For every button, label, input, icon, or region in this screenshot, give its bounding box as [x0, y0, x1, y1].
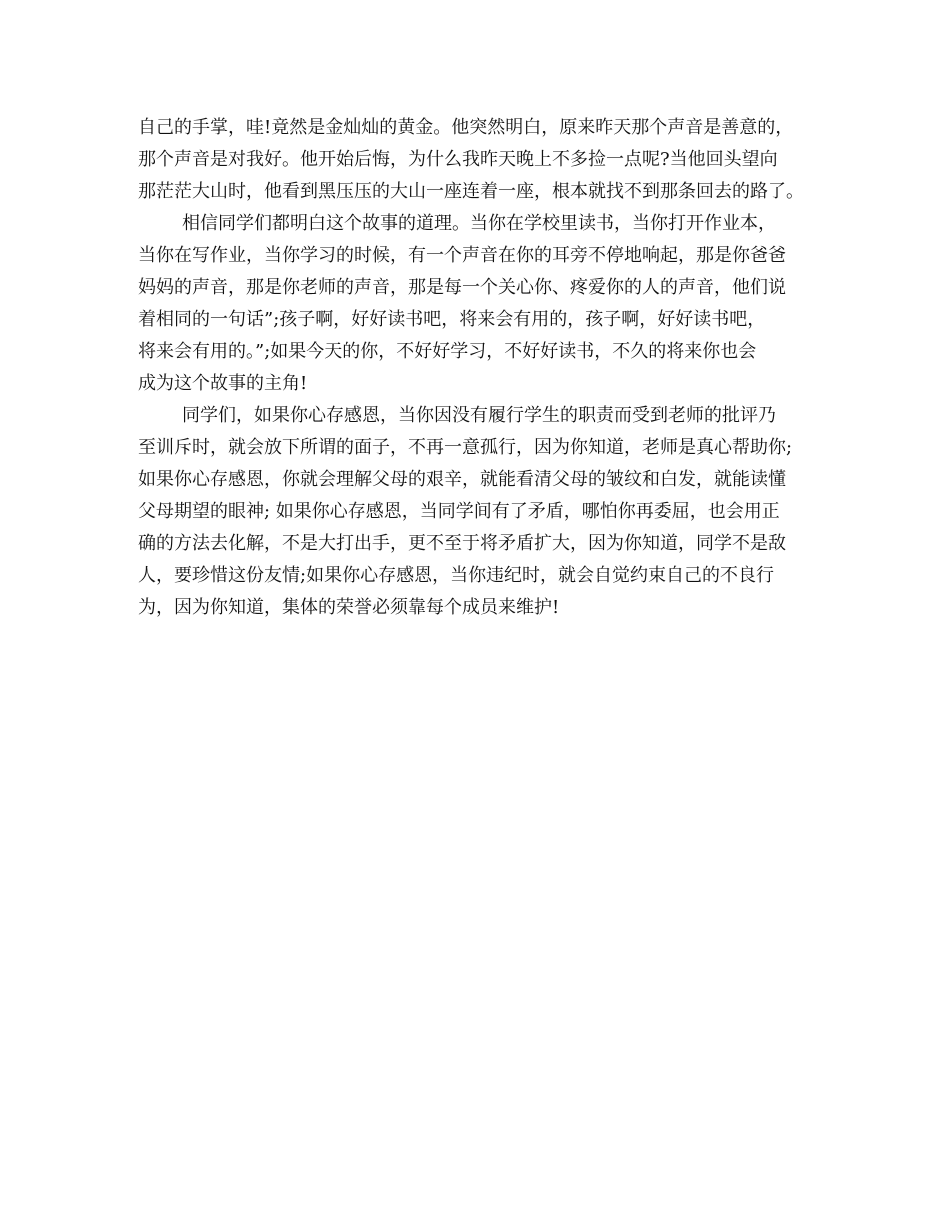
text-line: 将来会有用的。”;如果今天的你，不好好学习，不好好读书，不久的将来你也会 [138, 341, 757, 362]
text-line: 着相同的一句话”;孩子啊，好好读书吧，将来会有用的，孩子啊，好好读书吧， [138, 309, 766, 330]
paragraph-1 [138, 112, 838, 208]
paragraph-3 [138, 400, 838, 624]
text-line: 自己的手掌，哇!竟然是金灿灿的黄金。他突然明白，原来昨天那个声音是善意的， [138, 117, 794, 138]
text-line: 同学们，如果你心存感恩，当你因没有履行学生的职责而受到老师的批评乃 [182, 405, 776, 426]
text-line: 那茫茫大山时，他看到黑压压的大山一座连着一座，根本就找不到那条回去的路了。 [138, 181, 804, 202]
text-line: 相信同学们都明白这个故事的道理。当你在学校里读书，当你打开作业本， [182, 213, 776, 234]
text-line: 如果你心存感恩，你就会理解父母的艰辛，就能看清父母的皱纹和白发，就能读懂 [138, 469, 786, 490]
text-line: 父母期望的眼神; 如果你心存感恩，当同学间有了矛盾，哪怕你再委屈，也会用正 [138, 501, 780, 522]
text-line: 至训斥时，就会放下所谓的面子，不再一意孤行，因为你知道，老师是真心帮助你; [138, 437, 793, 458]
text-line: 当你在写作业，当你学习的时候，有一个声音在你的耳旁不停地响起，那是你爸爸 [138, 245, 786, 266]
text-line: 成为这个故事的主角! [138, 373, 308, 394]
text-line: 人，要珍惜这份友情;如果你心存感恩，当你违纪时，就会自觉约束自己的不良行 [138, 565, 775, 586]
text-line: 为，因为你知道，集体的荣誉必须靠每个成员来维护! [138, 597, 560, 618]
text-line: 妈妈的声音，那是你老师的声音，那是每一个关心你、疼爱你的人的声音，他们说 [138, 277, 786, 298]
text-line: 确的方法去化解，不是大打出手，更不至于将矛盾扩大，因为你知道，同学不是敌 [138, 533, 786, 554]
document-body [138, 112, 838, 624]
paragraph-2 [138, 208, 838, 400]
text-line: 那个声音是对我好。他开始后悔，为什么我昨天晚上不多捡一点呢?当他回头望向 [138, 149, 778, 170]
